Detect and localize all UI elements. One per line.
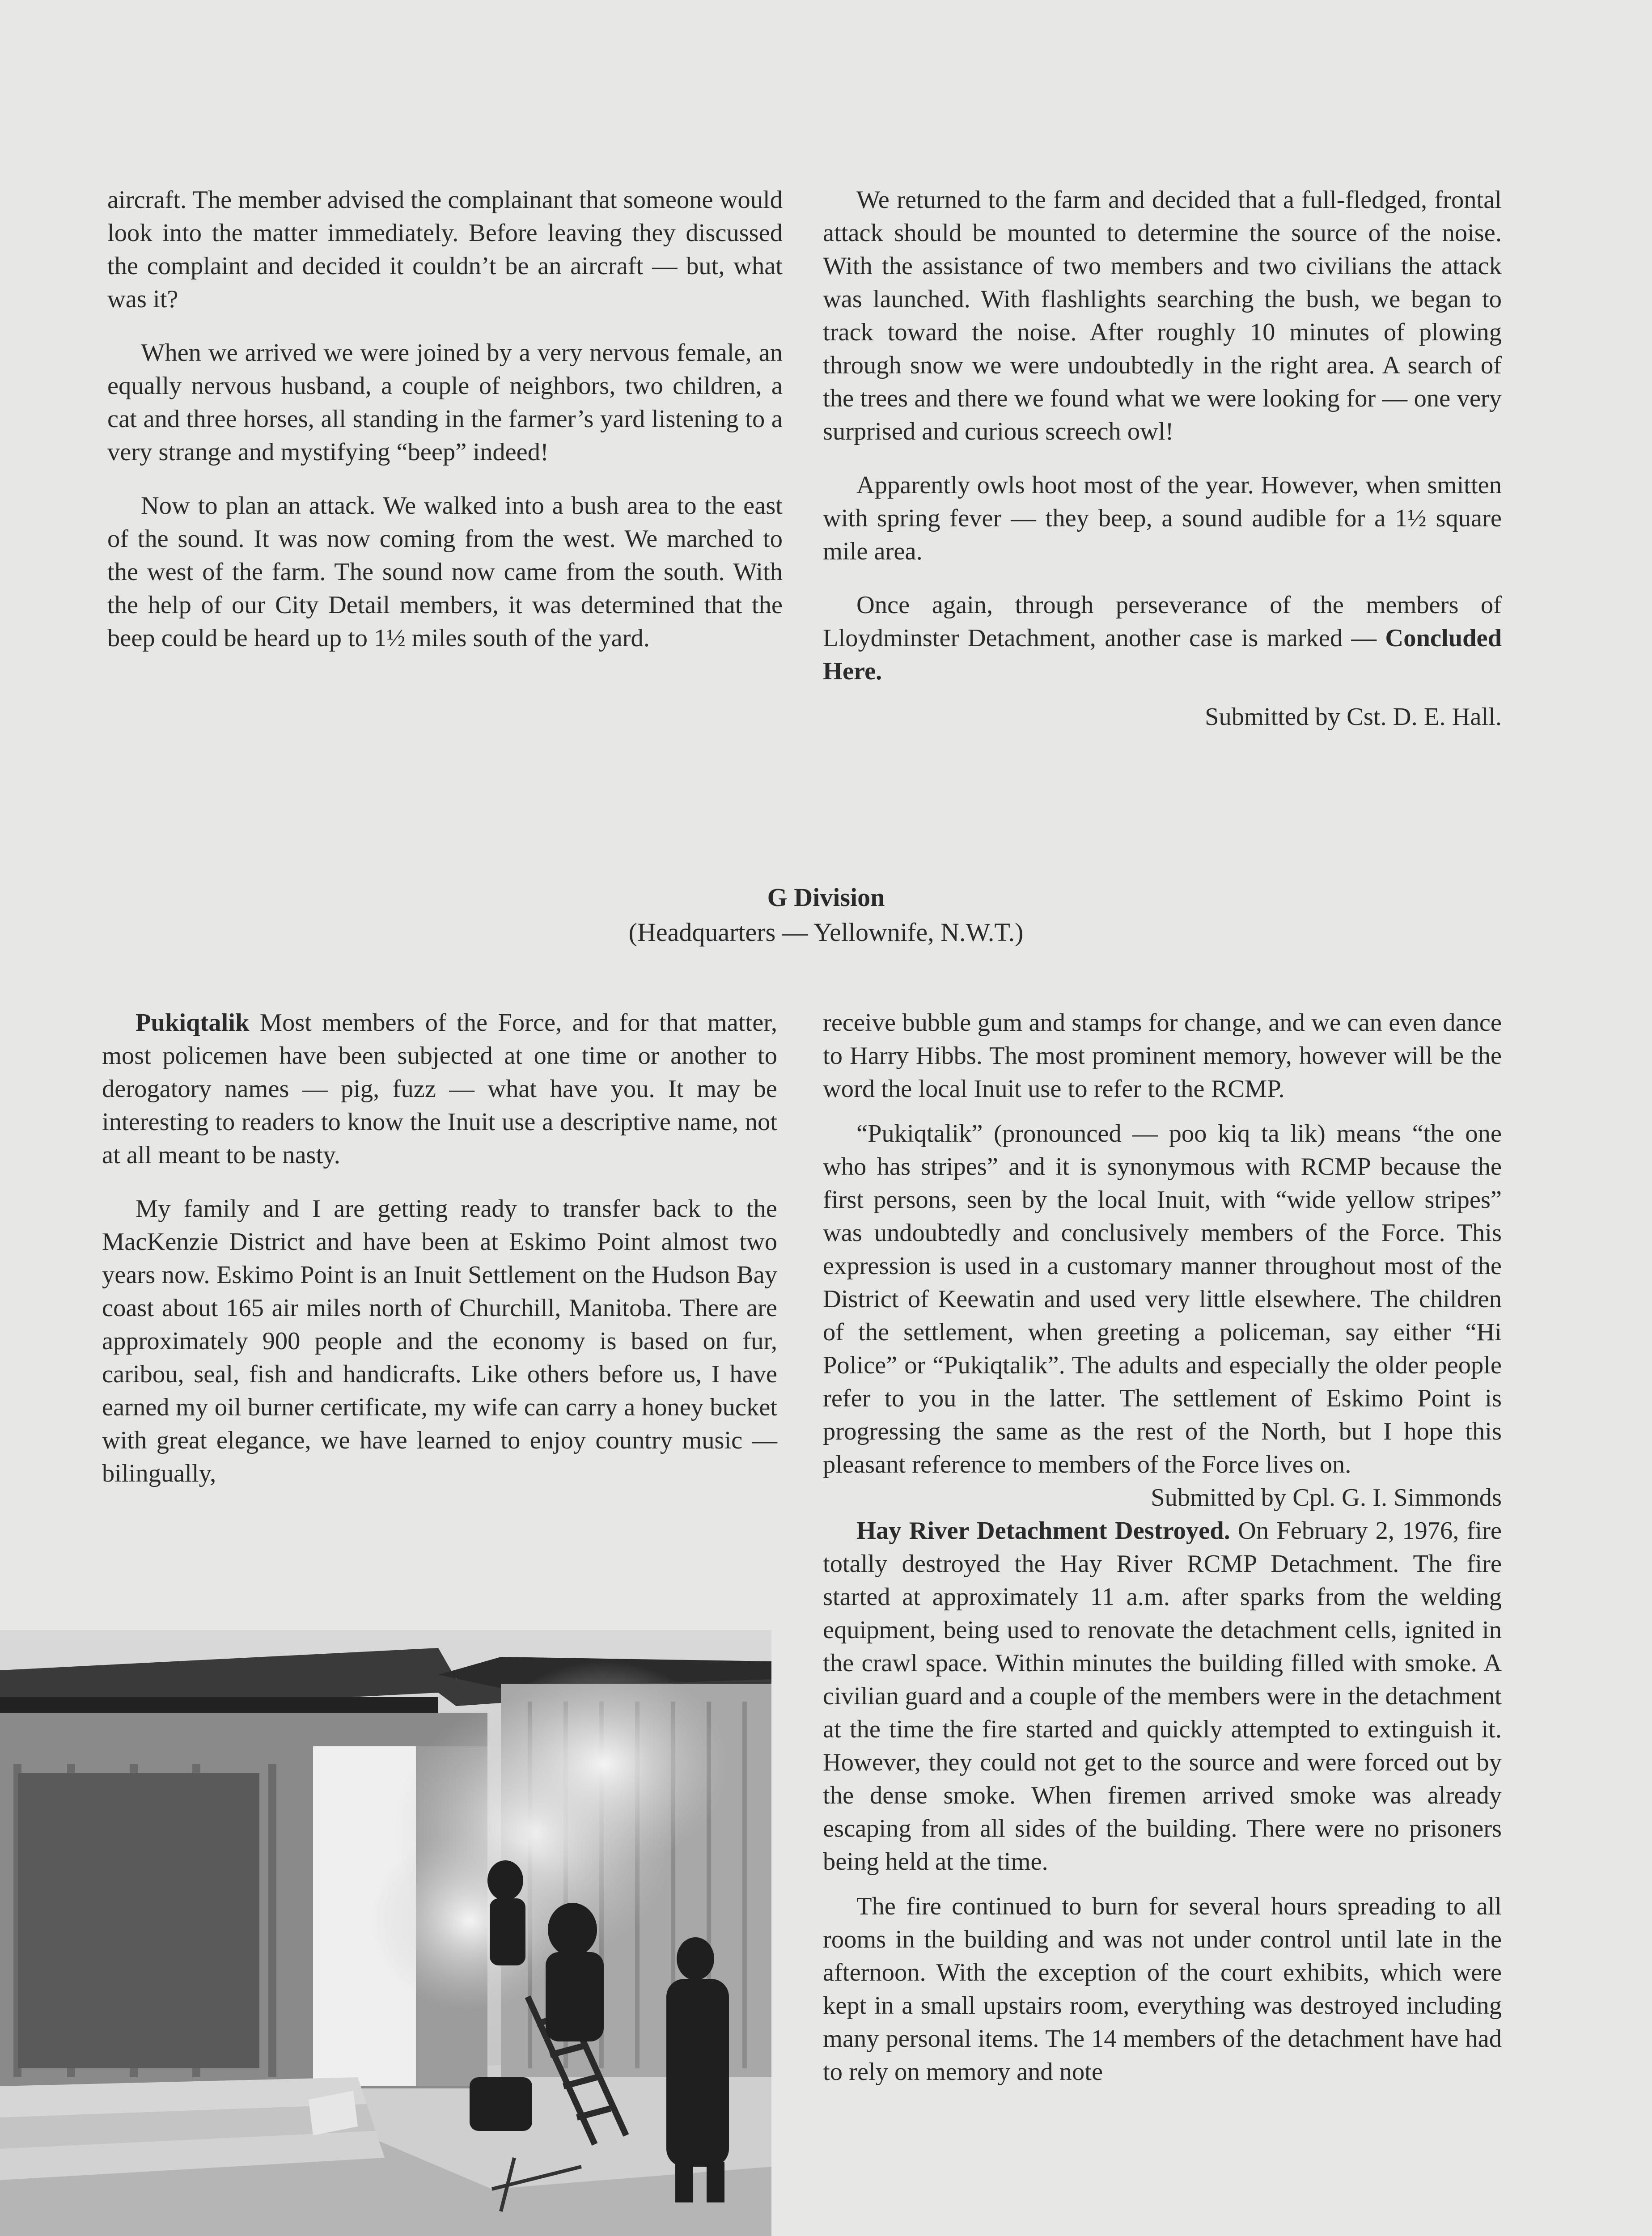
photo-fire — [0, 1630, 771, 2236]
paragraph: “Pukiqtalik” (pronounced — poo kiq ta lik) means “the one who has stripes” and it is synonymous with RCMP because the first persons, seen by the local Inuit, with “wide yellow stripes” was undoubtedly and conclusively members of the Force. This expression is used in a customary manner throughout most of the District of Keewatin and used very little elsewhere. The children of the settlement, when greeting a policeman, say either “Hi Police” or “Pukiqtalik”. The adults and especially the older people refer to you in the latter. The settlement of Eskimo Point is progressing the same as the rest of the North, but I hope this pleasant reference to members of the Force lives on. — [823, 1120, 1502, 1478]
bottom-left-column — [102, 1006, 777, 1490]
paragraph — [823, 589, 1502, 688]
runin-heading: Pukiqtalik — [136, 1009, 250, 1037]
paragraph-text: Most members of the Force, and for that matter, most policemen have been subjected at one time or another to derogatory names — pig, fuzz — what have you. It may be interesting to readers to know the Inuit use a descriptive name, not at all meant to be nasty. — [102, 1009, 777, 1169]
paragraph — [102, 1006, 777, 1172]
paragraph — [823, 1514, 1502, 1878]
paragraph: Apparently owls hoot most of the year. However, when smitten with spring fever — they beep, a sound audible for a 1½ square mile area. — [823, 471, 1502, 565]
paragraph: My family and I are getting ready to transfer back to the MacKenzie District and have been at Eskimo Point almost two years now. Eskimo Point is an Inuit Settlement on the Hudson Bay coast about 165 air miles north of Churchill, Manitoba. There are approximately 900 people and the economy is based on fur, caribou, seal, fish and handicrafts. Like others before us, I have earned my oil burner certificate, my wife can carry a honey bucket with great elegance, we have learned to enjoy country music — bilingually, — [102, 1195, 777, 1487]
runin-heading: Hay River Detachment Destroyed. — [856, 1517, 1230, 1545]
paragraph: aircraft. The member advised the complainant that someone would look into the matter immediately. Before leaving they discussed the complaint and decided it couldn’t be an aircraft — but, what was it? — [107, 186, 783, 313]
top-left-column — [107, 183, 783, 655]
fire-scene-illustration — [0, 1630, 771, 2236]
paragraph: When we arrived we were joined by a very nervous female, an equally nervous husband, a couple of neighbors, two children, a cat and three horses, all standing in the farmer’s yard listening to a very strange and mystifying “beep” indeed! — [107, 339, 783, 466]
signature: Submitted by Cst. D. E. Hall. — [1205, 703, 1502, 731]
bottom-right-column — [823, 1006, 1502, 2088]
paragraph: The fire continued to burn for several hours spreading to all rooms in the building and was not under control until late in the afternoon. With the exception of the court exhibits, which were kept in a small upstairs room, everything was destroyed including many personal items. The 14 members of the detachment have had to rely on memory and note — [823, 1893, 1502, 2086]
paragraph: receive bubble gum and stamps for change, and we can even dance to Harry Hibbs. The most prominent memory, however will be the word the local Inuit use to refer to the RCMP. — [823, 1009, 1502, 1103]
paragraph: We returned to the farm and decided that a full-fledged, frontal attack should be mounted to determine the source of the noise. With the assistance of two members and two civilians the attack was launched. With flashlights searching the bush, we began to track toward the noise. After roughly 10 minutes of plowing through snow we were undoubtedly in the right area. A search of the trees and there we found what we were looking for — one very surprised and curious screech owl! — [823, 186, 1502, 445]
signature: Submitted by Cpl. G. I. Simmonds — [1151, 1484, 1502, 1512]
paragraph-text: Once again, through perseverance of the members of Lloydminster Detachment, another case is marked — [823, 591, 1502, 652]
concluded-here: — Concluded Here. — [823, 624, 1502, 685]
paragraph: Now to plan an attack. We walked into a bush area to the east of the sound. It was now coming from the west. We marched to the west of the farm. The sound now came from the south. With the help of our City Detail members, it was determined that the beep could be heard up to 1½ miles south of the yard. — [107, 492, 783, 652]
paragraph-text: On February 2, 1976, fire totally destroyed the Hay River RCMP Detachment. The fire started at approximately 11 a.m. after sparks from the welding equipment, being used to renovate the detachment cells, ignited in the crawl space. Within minutes the building filled with smoke. A civilian guard and a couple of the members were in the detachment at the time the fire started and quickly attempted to extinguish it. However, they could not get to the source and were forced out by the dense smoke. When firemen arrived smoke was already escaping from all sides of the building. There were no prisoners being held at the time. — [823, 1517, 1502, 1876]
top-right-column — [823, 183, 1502, 754]
section-title: G Division — [767, 883, 885, 912]
section-subtitle: (Headquarters — Yellownife, N.W.T.) — [628, 918, 1024, 947]
